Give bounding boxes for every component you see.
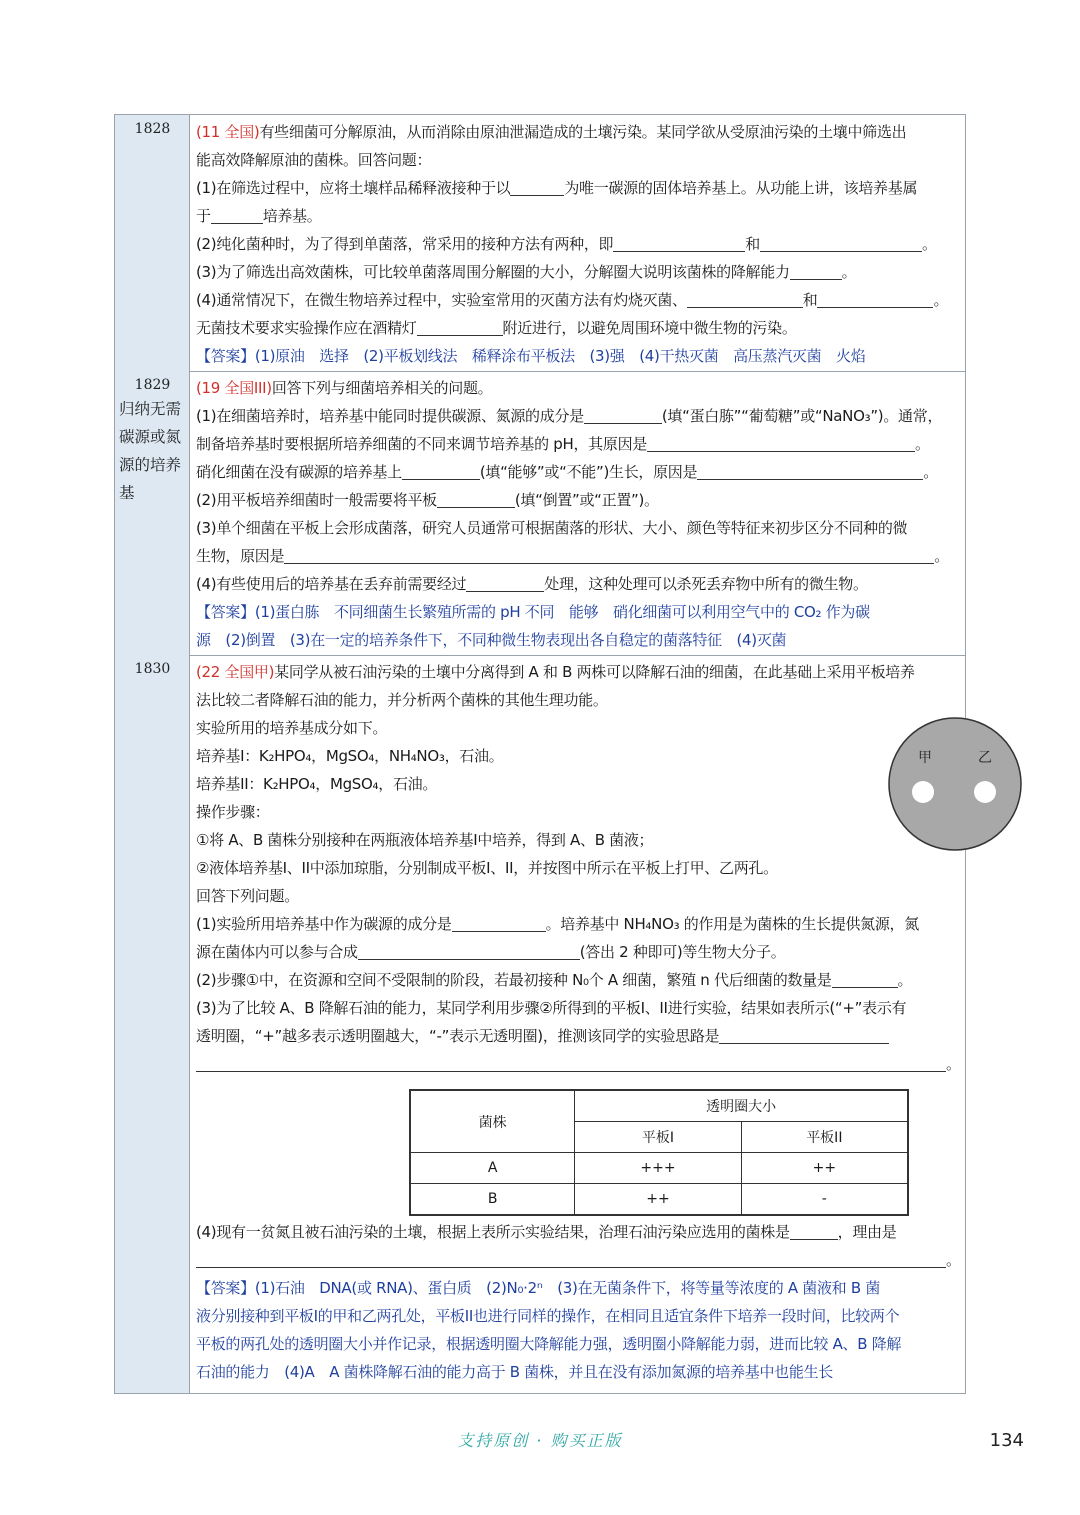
question-text: 培养基I：K₂HPO₄，MgSO₄，NH₄NO₃，石油。 bbox=[196, 747, 504, 765]
question-text: 。 bbox=[921, 235, 937, 253]
question-row-1828 bbox=[115, 115, 965, 372]
question-text: 生物，原因是 bbox=[196, 547, 285, 565]
question-text: 培养基II：K₂HPO₄，MgSO₄，石油。 bbox=[196, 775, 438, 793]
answer-blank bbox=[452, 913, 546, 932]
question-content bbox=[196, 658, 992, 1386]
question-text: (1)实验所用培养基中作为碳源的成分是 bbox=[196, 915, 452, 933]
footer-slogan: 支持原创 · 购买正版 bbox=[457, 1431, 623, 1450]
question-number: 1829 bbox=[134, 377, 171, 393]
question-text: 。 bbox=[946, 1055, 961, 1073]
hole-jia bbox=[912, 781, 934, 803]
answer-text: 液分别接种到平板I的甲和乙两孔处，平板II也进行同样的操作，在相同且适宜条件下培养一段时间，比较两个 bbox=[196, 1307, 900, 1325]
results-table bbox=[409, 1089, 909, 1216]
question-text: 为唯一碳源的固体培养基上。从功能上讲，该培养基属 bbox=[564, 179, 918, 197]
table-row bbox=[410, 1184, 908, 1216]
question-text: 。 bbox=[923, 463, 938, 481]
question-text: 处理，这种处理可以杀死丢弃物中所有的微生物。 bbox=[544, 575, 868, 593]
header-transparent-ring: 透明圈大小 bbox=[575, 1090, 908, 1122]
answer-blank bbox=[196, 1249, 946, 1268]
question-text: 。 bbox=[933, 291, 949, 309]
question-content bbox=[196, 118, 964, 370]
question-text: (3)为了比较 A、B 降解石油的能力，某同学利用步骤②所得到的平板I、II进行实验，结果如表所示(“+”表示有 bbox=[196, 999, 907, 1017]
topic-tag-line: 归纳无需 bbox=[119, 400, 182, 418]
question-text: 回答下列与细菌培养相关的问题。 bbox=[271, 379, 493, 397]
answer-text: (1)原油 选择 (2)平板划线法 稀释涂布平板法 (3)强 (4)干热灭菌 高压蒸汽灭菌 火焰 bbox=[254, 347, 866, 365]
answer-text: 源 (2)倒置 (3)在一定的培养条件下，不同种微生物表现出各自稳定的菌落特征 (4)灭菌 bbox=[196, 631, 787, 649]
strain-cell: B bbox=[410, 1184, 575, 1216]
question-text: ，理由是 bbox=[837, 1223, 897, 1241]
topic-tag-line: 碳源或氮 bbox=[119, 428, 182, 446]
answer-blank bbox=[358, 941, 580, 960]
header-plate-1: 平板I bbox=[575, 1122, 741, 1153]
answer-text: 石油的能力 (4)A A 菌株降解石油的能力高于 B 菌株，并且在没有添加氮源的培养基中也能生长 bbox=[196, 1363, 833, 1381]
answer-blank bbox=[832, 969, 898, 988]
question-number: 1830 bbox=[134, 661, 171, 677]
plate-1-cell: ++ bbox=[575, 1184, 741, 1216]
answer-blank bbox=[760, 233, 922, 252]
question-text: (2)用平板培养细菌时一般需要将平板 bbox=[196, 491, 437, 509]
question-source: (22 全国甲) bbox=[196, 663, 275, 681]
header-strain: 菌株 bbox=[410, 1090, 575, 1153]
question-number: 1828 bbox=[134, 121, 171, 137]
question-text: 附近进行，以避免周围环境中微生物的污染。 bbox=[502, 319, 797, 337]
answer-text: (1)蛋白胨 不同细菌生长繁殖所需的 pH 不同 能够 硝化细菌可以利用空气中的 CO₂ 作为碳 bbox=[254, 603, 870, 621]
answer-blank bbox=[647, 433, 915, 452]
question-text: (2)步骤①中，在资源和空间不受限制的阶段，若最初接种 N₀个 A 细菌，繁殖 n 代后细菌的数量是 bbox=[196, 971, 832, 989]
answer-blank bbox=[510, 177, 564, 196]
question-text: 操作步骤： bbox=[196, 803, 270, 821]
answer-blank bbox=[417, 317, 503, 336]
hole-jia-label: 甲 bbox=[918, 750, 932, 766]
question-text: 无菌技术要求实验操作应在酒精灯 bbox=[196, 319, 417, 337]
answer-blank bbox=[687, 289, 803, 308]
answer-label: 【答案】 bbox=[196, 1279, 255, 1297]
topic-tag-line: 源的培养 bbox=[119, 456, 182, 474]
question-text: 能高效降解原油的菌株。回答问题： bbox=[196, 151, 432, 169]
question-text: ②液体培养基I、II中添加琼脂，分别制成平板I、II，并按图中所示在平板上打甲、乙两孔。 bbox=[196, 859, 778, 877]
plate-1-cell: +++ bbox=[575, 1153, 741, 1184]
question-text: (2)纯化菌种时，为了得到单菌落，常采用的接种方法有两种，即 bbox=[196, 235, 614, 253]
question-text: 法比较二者降解石油的能力，并分析两个菌株的其他生理功能。 bbox=[196, 691, 608, 709]
question-text: 某同学从被石油污染的土壤中分离得到 A 和 B 两株可以降解石油的细菌，在此基础上采用平板培养 bbox=[274, 663, 915, 681]
question-source: (11 全国) bbox=[196, 123, 260, 141]
answer-blank bbox=[196, 1053, 946, 1072]
answer-text: (1)石油 DNA(或 RNA)、蛋白质 (2)N₀·2ⁿ (3)在无菌条件下，将等量等浓度的 A 菌液和 B 菌 bbox=[254, 1279, 881, 1297]
question-source: (19 全国III) bbox=[196, 379, 272, 397]
question-text: 透明圈，“+”越多表示透明圈越大，“-”表示无透明圈)，推测该同学的实验思路是 bbox=[196, 1027, 720, 1045]
question-text: (4)通常情况下，在微生物培养过程中，实验室常用的灭菌方法有灼烧灭菌、 bbox=[196, 291, 687, 309]
strain-cell: A bbox=[410, 1153, 575, 1184]
answer-blank bbox=[817, 289, 933, 308]
answer-blank bbox=[284, 545, 934, 564]
question-text: 。 bbox=[946, 1251, 961, 1269]
question-text: 。 bbox=[897, 971, 913, 989]
answer-blank bbox=[466, 573, 544, 592]
answer-label: 【答案】 bbox=[196, 603, 255, 621]
answer-blank bbox=[402, 461, 480, 480]
petri-dish bbox=[889, 718, 1021, 850]
question-text: (3)单个细菌在平板上会形成菌落，研究人员通常可根据菌落的形状、大小、颜色等特征来初步区分不同种的微 bbox=[196, 519, 908, 537]
number-column bbox=[115, 655, 190, 1393]
question-text: 培养基。 bbox=[262, 207, 322, 225]
topic-tag-line: 基 bbox=[119, 484, 135, 502]
question-text: 。培养基中 NH₄NO₃ 的作用是为菌株的生长提供氮源，氮 bbox=[545, 915, 919, 933]
question-text: 硝化细菌在没有碳源的培养基上 bbox=[196, 463, 402, 481]
table-row bbox=[410, 1153, 908, 1184]
question-text: (1)在筛选过程中，应将土壤样品稀释液接种于以 bbox=[196, 179, 511, 197]
answer-blank bbox=[613, 233, 745, 252]
question-text: (3)为了筛选出高效菌株，可比较单菌落周围分解圈的大小，分解圈大说明该菌株的降解能力 bbox=[196, 263, 790, 281]
petri-dish-diagram bbox=[885, 714, 1025, 854]
answer-blank bbox=[790, 261, 842, 280]
plate-2-cell: - bbox=[741, 1184, 908, 1216]
question-text: 回答下列问题。 bbox=[196, 887, 299, 905]
question-text: (答出 2 种即可)等生物大分子。 bbox=[579, 943, 786, 961]
answer-blank bbox=[790, 1221, 838, 1240]
number-column bbox=[115, 115, 190, 371]
hole-yi bbox=[974, 781, 996, 803]
question-text: 和 bbox=[802, 291, 818, 309]
question-text: 于 bbox=[196, 207, 211, 225]
answer-blank bbox=[437, 489, 515, 508]
hole-yi-label: 乙 bbox=[978, 750, 992, 766]
question-row-1830 bbox=[115, 655, 992, 1393]
question-row-1829 bbox=[115, 371, 965, 656]
number-column bbox=[115, 371, 190, 655]
answer-blank bbox=[584, 405, 662, 424]
answer-blank bbox=[211, 205, 263, 224]
question-text: 制备培养基时要根据所培养细菌的不同来调节培养基的 pH，其原因是 bbox=[196, 435, 647, 453]
question-content bbox=[196, 374, 964, 654]
page-number: 134 bbox=[989, 1430, 1024, 1451]
question-text: (4)现有一贫氮且被石油污染的土壤，根据上表所示实验结果，治理石油污染应选用的菌株是 bbox=[196, 1223, 790, 1241]
question-text: ①将 A、B 菌株分别接种在两瓶液体培养基I中培养，得到 A、B 菌液； bbox=[196, 831, 654, 849]
answer-text: 平板的两孔处的透明圈大小并作记录，根据透明圈大降解能力强，透明圈小降解能力弱，进而比较 A、B 降解 bbox=[196, 1335, 902, 1353]
topic-tag bbox=[119, 395, 187, 507]
header-plate-2: 平板II bbox=[741, 1122, 908, 1153]
question-text: 。 bbox=[841, 263, 857, 281]
question-table bbox=[114, 114, 992, 1394]
answer-blank bbox=[719, 1025, 889, 1044]
question-text: 有些细菌可分解原油，从而消除由原油泄漏造成的土壤污染。某同学欲从受原油污染的土壤中筛选出 bbox=[259, 123, 907, 141]
question-text: 。 bbox=[934, 547, 949, 565]
question-text: 和 bbox=[745, 235, 760, 253]
question-text: (填“能够”或“不能”)生长，原因是 bbox=[479, 463, 698, 481]
question-text: 。 bbox=[914, 435, 930, 453]
answer-label: 【答案】 bbox=[196, 347, 255, 365]
question-text: (4)有些使用后的培养基在丢弃前需要经过 bbox=[196, 575, 467, 593]
question-text: 源在菌体内可以参与合成 bbox=[196, 943, 358, 961]
question-text: 实验所用的培养基成分如下。 bbox=[196, 719, 388, 737]
table-header-row bbox=[410, 1090, 908, 1122]
answer-blank bbox=[697, 461, 923, 480]
question-text: (填“蛋白胨”“葡萄糖”或“NaNO₃”)。通常， bbox=[661, 407, 943, 425]
question-text: (填“倒置”或“正置”)。 bbox=[514, 491, 659, 509]
plate-2-cell: ++ bbox=[741, 1153, 908, 1184]
question-text: (1)在细菌培养时，培养基中能同时提供碳源、氮源的成分是 bbox=[196, 407, 584, 425]
